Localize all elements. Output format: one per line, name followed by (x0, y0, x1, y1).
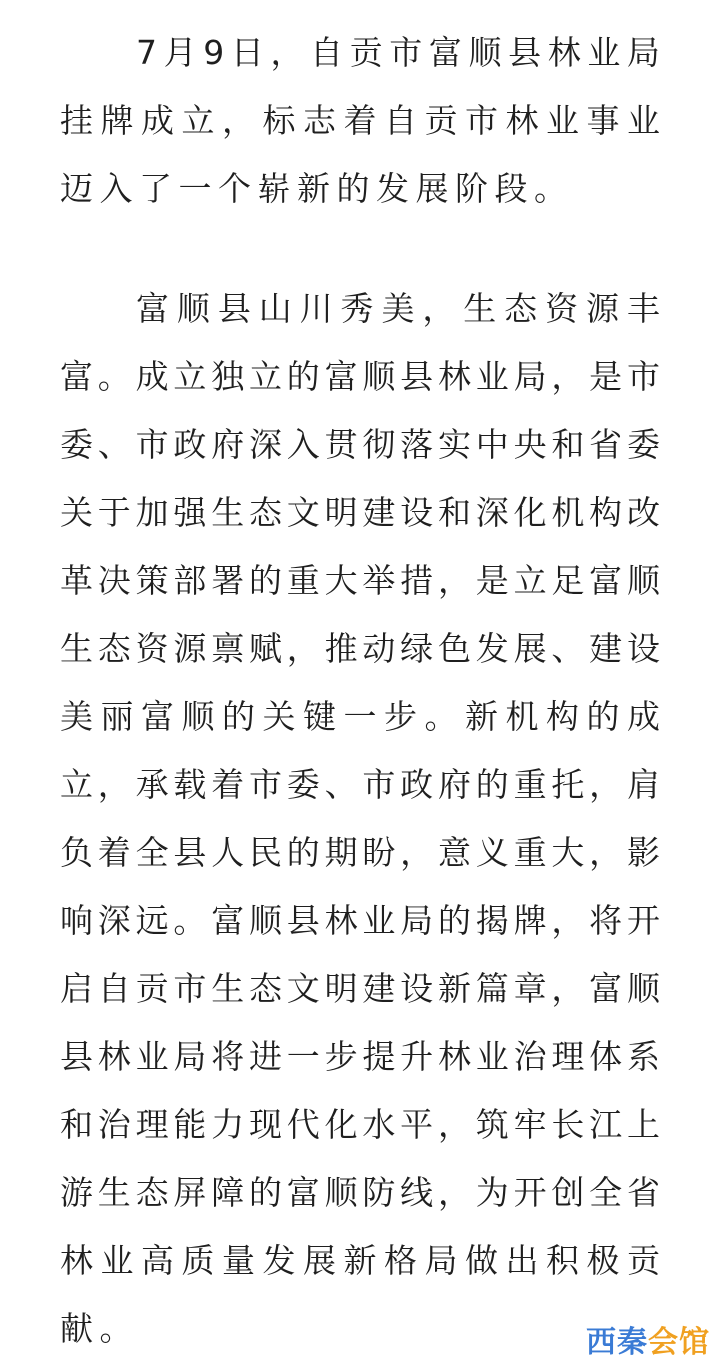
paragraph-line: 县 林 业 局 将 进 一 步 提 升 林 业 治 理 体 系 (60, 1037, 660, 1076)
paragraph-line: 美 丽 富 顺 的 关 键 一 步 。 新 机 构 的 成 (60, 697, 660, 736)
paragraph-line: 和 治 理 能 力 现 代 化 水 平 ， 筑 牢 长 江 上 (60, 1105, 660, 1144)
paragraph-line: 富 。 成 立 独 立 的 富 顺 县 林 业 局 ， 是 市 (60, 357, 660, 396)
paragraph-line: 立 ， 承 载 着 市 委 、 市 政 府 的 重 托 ， 肩 (60, 765, 660, 804)
paragraph-line: 富 顺 县 山 川 秀 美 ， 生 态 资 源 丰 (136, 289, 660, 328)
watermark-text-a: 西秦 (586, 1325, 648, 1360)
paragraph-line: 响 深 远 。 富 顺 县 林 业 局 的 揭 牌 ， 将 开 (60, 901, 660, 940)
paragraph-line: 迈 入 了 一 个 崭 新 的 发 展 阶 段 。 (60, 169, 574, 208)
paragraph-line: 生 态 资 源 禀 赋 ， 推 动 绿 色 发 展 、 建 设 (60, 629, 660, 668)
paragraph-line: 关 于 加 强 生 态 文 明 建 设 和 深 化 机 构 改 (60, 493, 660, 532)
paragraph-line: 启 自 贡 市 生 态 文 明 建 设 新 篇 章 ， 富 顺 (60, 969, 660, 1008)
paragraph-line: 游 生 态 屏 障 的 富 顺 防 线 ， 为 开 创 全 省 (60, 1173, 660, 1212)
paragraph-line: 7 月 9 日 ， 自 贡 市 富 顺 县 林 业 局 (136, 33, 660, 72)
paragraph-line: 挂 牌 成 立 ， 标 志 着 自 贡 市 林 业 事 业 (60, 101, 660, 140)
paragraph-line: 委 、 市 政 府 深 入 贯 彻 落 实 中 央 和 省 委 (60, 425, 660, 464)
watermark-logo (586, 1326, 710, 1360)
paragraph-line: 负 着 全 县 人 民 的 期 盼 ， 意 义 重 大 ， 影 (60, 833, 660, 872)
paragraph-line: 革 决 策 部 署 的 重 大 举 措 ， 是 立 足 富 顺 (60, 561, 660, 600)
paragraph-line: 林 业 高 质 量 发 展 新 格 局 做 出 积 极 贡 (60, 1241, 660, 1280)
watermark-text-b: 会馆 (648, 1325, 710, 1360)
paragraph-line: 献 。 (60, 1309, 139, 1348)
